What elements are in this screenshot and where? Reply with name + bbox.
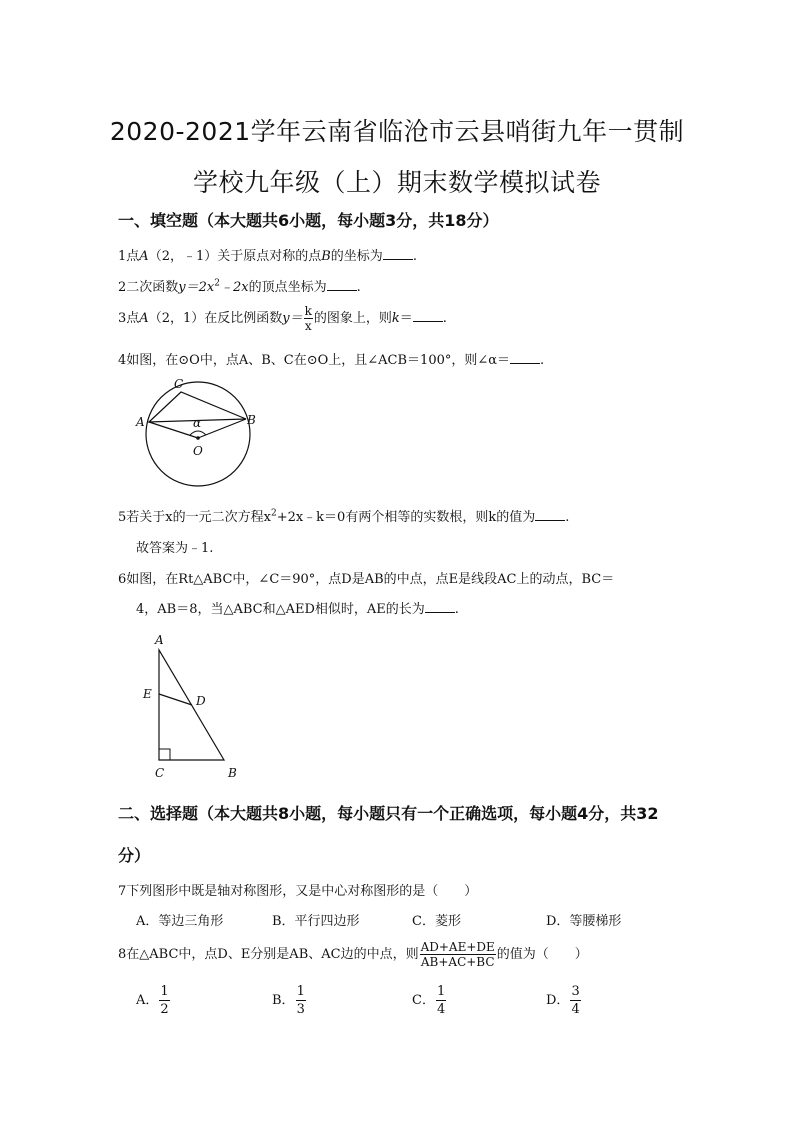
section2-heading-line1: 二、选择题（本大题共8小题，每小题只有一个正确选项，每小题4分，共32	[118, 804, 659, 823]
segment-ao	[149, 422, 198, 438]
q7-option-c: C．菱形	[412, 914, 461, 929]
label-d: D	[196, 694, 206, 708]
question-2: 2二次函数$y=2x^2﹣2x$的顶点坐标为 .	[118, 278, 361, 295]
question-8: 8在△ABC中，点D、E分别是AB、AC边的中点，则 $\frac{AD+AE+DE}{AB+AC+BC}$ 的值为（ ）	[118, 940, 588, 969]
question-6-line2: 4，AB＝8，当△ABC和△AED相似时，AE的长为 .	[136, 602, 459, 617]
label-alpha: α	[193, 416, 202, 430]
answer-blank	[535, 508, 565, 521]
label-e: E	[143, 687, 152, 701]
doc-title-line2: 学校九年级（上）期末数学模拟试卷	[192, 168, 601, 197]
question-7: 7下列图形中既是轴对称图形，又是中心对称图形的是（ ）	[118, 884, 478, 899]
q8-option-b: B． $\frac{1}{3}$	[272, 984, 305, 1017]
center-point	[196, 436, 200, 440]
label-o: O	[193, 444, 203, 458]
q8-option-d: D． $\frac{3}{4}$	[546, 984, 580, 1017]
section2-heading-line2: 分）	[118, 846, 151, 865]
label-a: A	[155, 633, 164, 647]
answer-blank	[425, 600, 455, 613]
right-angle-mark	[159, 749, 170, 760]
label-a: A	[136, 415, 145, 429]
right-triangle-figure	[138, 630, 248, 785]
question-4: 4如图，在⊙O中，点A、B、C在⊙O上，且∠ACB＝100°，则∠α＝ .	[118, 353, 545, 368]
label-c: C	[174, 377, 184, 391]
question-5: 5若关于x的一元二次方程$x^2+2x﹣k=0$有两个相等的实数根，则k的值为 .	[118, 508, 570, 525]
q8-option-c: C． $\frac{1}{4}$	[412, 984, 446, 1017]
segment-ed	[159, 694, 192, 705]
q7-option-b: B．平行四边形	[272, 914, 360, 929]
label-b: B	[247, 413, 256, 427]
answer-blank	[413, 309, 443, 322]
circle-figure	[130, 372, 270, 492]
segment-bo	[198, 419, 246, 438]
question-1: 1点A（2，﹣1）关于原点对称的点B的坐标为 .	[118, 249, 417, 264]
question-5-answer: 故答案为﹣1.	[136, 541, 214, 556]
answer-blank	[327, 278, 357, 291]
doc-title-line1: 2020-2021学年云南省临沧市云县哨街九年一贯制	[109, 117, 685, 146]
section1-heading: 一、填空题（本大题共6小题，每小题3分，共18分）	[118, 211, 499, 230]
question-3: 3点A（2，1）在反比例函数y＝ $\frac{k}{x}$ 的图象上，则k＝ .	[118, 304, 447, 333]
q8-option-a: A． $\frac{1}{2}$	[136, 984, 169, 1017]
fraction-k-over-x: $\frac{k}{x}$	[304, 304, 312, 333]
angle-alpha-arc	[190, 431, 206, 435]
label-b: B	[228, 766, 237, 780]
q7-option-a: A．等边三角形	[136, 914, 224, 929]
circle-o	[146, 382, 250, 486]
fraction-perimeter-ratio: $\frac{AD+AE+DE}{AB+AC+BC}$	[420, 940, 495, 969]
answer-blank	[510, 351, 540, 364]
answer-blank	[383, 247, 413, 260]
q7-option-d: D．等腰梯形	[546, 914, 622, 929]
question-6-line1: 6如图，在Rt△ABC中，∠C＝90°，点D是AB的中点，点E是线段AC上的动点，BC＝	[118, 572, 615, 587]
label-c: C	[155, 766, 165, 780]
